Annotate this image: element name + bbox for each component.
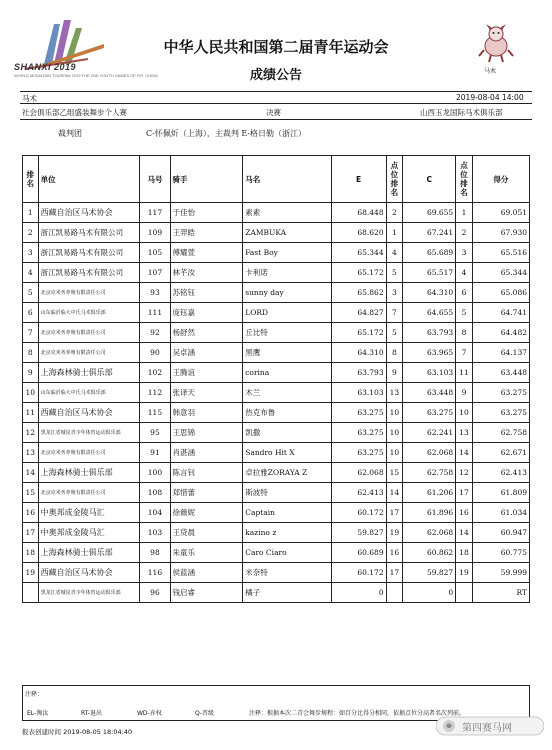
cell-rider: 张译天 — [170, 383, 243, 403]
cell-c-rank: 14 — [456, 443, 473, 463]
cell-c-rank: 6 — [456, 283, 473, 303]
code-el: EL-淘汰 — [27, 710, 49, 717]
cell-c-rank: 14 — [456, 523, 473, 543]
cell-score: 63.448 — [472, 363, 529, 383]
cell-e: 63.275 — [331, 403, 386, 423]
cell-e: 63.275 — [331, 443, 386, 463]
table-row — [23, 383, 530, 403]
cell-score: 69.051 — [472, 203, 529, 223]
cell-c-rank: 1 — [456, 203, 473, 223]
cell-rider: 侯蓝涵 — [170, 563, 243, 583]
cell-horse-no: 104 — [140, 503, 170, 523]
cell-e-rank: 4 — [386, 243, 403, 263]
cell-score: 59.999 — [472, 563, 529, 583]
cell-rider: 于佳怡 — [170, 203, 243, 223]
cell-c-rank: 5 — [456, 303, 473, 323]
cell-e: 60.689 — [331, 543, 386, 563]
table-row — [23, 403, 530, 423]
venue-name: 山西玉龙国际马术俱乐部 — [420, 108, 503, 117]
cell-horse: Fast Boy — [243, 243, 331, 263]
cell-score: 62.671 — [472, 443, 529, 463]
cell-rank: 6 — [23, 303, 39, 323]
cell-club: 北京克米务养殖有限责任公司 — [38, 283, 140, 303]
cell-horse-no: 107 — [140, 263, 170, 283]
cell-score: 60.947 — [472, 523, 529, 543]
cell-e: 64.310 — [331, 343, 386, 363]
cell-club: 黑龙江省城星青少年体育运动俱乐部 — [38, 423, 140, 443]
cell-club: 山东临沂临大中氏马术俱乐部 — [38, 303, 140, 323]
cell-e-rank: 8 — [386, 343, 403, 363]
cell-club: 北京克米务养殖有限责任公司 — [38, 323, 140, 343]
cell-club: 西藏自治区马术协会 — [38, 403, 140, 423]
cell-c: 67.241 — [403, 223, 456, 243]
cell-c: 59.827 — [403, 563, 456, 583]
cell-rank: 14 — [23, 463, 39, 483]
cell-horse-no: 115 — [140, 403, 170, 423]
cell-horse: 素素 — [243, 203, 331, 223]
cell-e-rank: 9 — [386, 363, 403, 383]
cell-horse-no: 93 — [140, 283, 170, 303]
cell-rank: 12 — [23, 423, 39, 443]
cell-horse-no: 111 — [140, 303, 170, 323]
cell-club: 山东临沂临大中氏马术俱乐部 — [38, 383, 140, 403]
cell-horse: 卓拉雅ZORAYA Z — [243, 463, 331, 483]
cell-horse: 卡利诺 — [243, 263, 331, 283]
cell-score: 60.775 — [472, 543, 529, 563]
code-q: Q-晋级 — [195, 710, 215, 717]
cell-c: 65.689 — [403, 243, 456, 263]
cell-rank: 11 — [23, 403, 39, 423]
cell-horse: sunny day — [243, 283, 331, 303]
cell-rank: 2 — [23, 223, 39, 243]
table-row — [23, 483, 530, 503]
cell-horse-no: 96 — [140, 583, 170, 603]
cell-rider: 郑惜蕾 — [170, 483, 243, 503]
cell-e-rank: 5 — [386, 323, 403, 343]
cell-c: 62.241 — [403, 423, 456, 443]
table-row — [23, 423, 530, 443]
results-body — [23, 203, 530, 603]
page-subtitle: 成绩公告 — [249, 68, 302, 83]
header-divider-2 — [20, 103, 532, 104]
cell-club: 上海森林骑士俱乐部 — [38, 543, 140, 563]
cell-rider: 林芊汝 — [170, 263, 243, 283]
cell-horse: 凯撒 — [243, 423, 331, 443]
sport-label: 马术 — [22, 94, 37, 103]
table-row — [23, 503, 530, 523]
table-row — [23, 443, 530, 463]
cell-rank: 9 — [23, 363, 39, 383]
cell-horse-no: 91 — [140, 443, 170, 463]
cell-horse-no: 92 — [140, 323, 170, 343]
cell-rider: 韩意羽 — [170, 403, 243, 423]
notes-label: 注释： — [25, 691, 44, 698]
cell-rider: 庞钰嘉 — [170, 303, 243, 323]
cell-rank: 1 — [23, 203, 39, 223]
cell-e-rank: 5 — [386, 263, 403, 283]
cell-c: 63.965 — [403, 343, 456, 363]
table-row — [23, 583, 530, 603]
logo-subtext: WORLD MOUNTAIN TOURISM 2019 THE 2ND YOUTH GAMES OF P.R. CHINA — [14, 73, 158, 78]
cell-horse-no: 108 — [140, 483, 170, 503]
cell-horse-no: 103 — [140, 523, 170, 543]
results-table — [22, 155, 530, 603]
cell-horse: LORD — [243, 303, 331, 323]
table-row — [23, 303, 530, 323]
table-row — [23, 463, 530, 483]
cell-rank: 5 — [23, 283, 39, 303]
cell-score: 64.482 — [472, 323, 529, 343]
cell-e-rank: 19 — [386, 523, 403, 543]
cell-rider: 陈言钊 — [170, 463, 243, 483]
cell-e: 60.172 — [331, 563, 386, 583]
cell-e: 68.448 — [331, 203, 386, 223]
cell-e: 63.793 — [331, 363, 386, 383]
cell-club: 上海森林骑士俱乐部 — [38, 463, 140, 483]
cell-score: 64.741 — [472, 303, 529, 323]
cell-e-rank: 2 — [386, 203, 403, 223]
cell-c: 63.448 — [403, 383, 456, 403]
cell-club: 黑龙江省城星青少年体育运动俱乐部 — [38, 583, 140, 603]
cell-e-rank: 15 — [386, 463, 403, 483]
cell-rider: 肖湛涵 — [170, 443, 243, 463]
col-club: 单位 — [38, 156, 140, 203]
table-row — [23, 283, 530, 303]
cell-c-rank: 18 — [456, 543, 473, 563]
table-row — [23, 343, 530, 363]
cell-c: 64.310 — [403, 283, 456, 303]
cell-club: 北京克米务养殖有限责任公司 — [38, 343, 140, 363]
cell-horse: Sandro Hit X — [243, 443, 331, 463]
mascot-caption: 马术 — [484, 68, 497, 75]
col-horse: 马名 — [243, 156, 331, 203]
cell-e-rank: 16 — [386, 543, 403, 563]
cell-club: 中奥邦成金陵马汇 — [38, 503, 140, 523]
cell-e-rank: 17 — [386, 503, 403, 523]
cell-score: 61.034 — [472, 503, 529, 523]
cell-score: 63.275 — [472, 403, 529, 423]
cell-rider: 杨舒然 — [170, 323, 243, 343]
cell-club: 北京克米务养殖有限责任公司 — [38, 483, 140, 503]
cell-rank: 10 — [23, 383, 39, 403]
table-row — [23, 523, 530, 543]
cell-rank: 18 — [23, 543, 39, 563]
cell-score: 65.086 — [472, 283, 529, 303]
cell-rank: 19 — [23, 563, 39, 583]
col-horse-no: 马号 — [140, 156, 170, 203]
cell-c-rank: 17 — [456, 483, 473, 503]
cell-c: 0 — [403, 583, 456, 603]
cell-club: 浙江凯易路马术有限公司 — [38, 243, 140, 263]
cell-rank: 16 — [23, 503, 39, 523]
cell-c: 63.103 — [403, 363, 456, 383]
cell-score: 61.809 — [472, 483, 529, 503]
table-header-row — [23, 156, 530, 203]
cell-e: 65.862 — [331, 283, 386, 303]
cell-e: 68.620 — [331, 223, 386, 243]
cell-horse: 木兰 — [243, 383, 331, 403]
cell-c: 65.517 — [403, 263, 456, 283]
cell-c-rank: 13 — [456, 423, 473, 443]
event-name: 社会俱乐部乙组盛装舞步个人赛 — [22, 108, 127, 117]
cell-score: 64.137 — [472, 343, 529, 363]
cell-score: 65.516 — [472, 243, 529, 263]
table-row — [23, 263, 530, 283]
watermark-text: 第四赛马网 — [462, 723, 512, 734]
cell-rider: 王腾谊 — [170, 363, 243, 383]
cell-e: 59.827 — [331, 523, 386, 543]
cell-rider: 王思锦 — [170, 423, 243, 443]
cell-e: 0 — [331, 583, 386, 603]
cell-rider: 徐薇妮 — [170, 503, 243, 523]
cell-club: 浙江凯易路马术有限公司 — [38, 223, 140, 243]
cell-e: 65.172 — [331, 263, 386, 283]
cell-horse-no: 109 — [140, 223, 170, 243]
cell-c-rank: 12 — [456, 463, 473, 483]
cell-e-rank — [386, 583, 403, 603]
cell-c-rank: 10 — [456, 403, 473, 423]
cell-e-rank: 10 — [386, 443, 403, 463]
cell-c: 63.275 — [403, 403, 456, 423]
mascot-icon — [476, 22, 516, 64]
cell-rank: 7 — [23, 323, 39, 343]
cell-e-rank: 14 — [386, 483, 403, 503]
cell-score: 62.413 — [472, 463, 529, 483]
cell-c-rank — [456, 583, 473, 603]
cell-e: 62.413 — [331, 483, 386, 503]
cell-c: 61.206 — [403, 483, 456, 503]
logo-wordmark: SHANXI 2019 — [14, 62, 77, 72]
cell-score: 62.758 — [472, 423, 529, 443]
cell-c-rank: 3 — [456, 243, 473, 263]
cell-rider: 吴卓涵 — [170, 343, 243, 363]
cell-e-rank: 13 — [386, 383, 403, 403]
cell-horse-no: 105 — [140, 243, 170, 263]
cell-horse: 热克布鲁 — [243, 403, 331, 423]
code-wd: WD-弃权 — [137, 710, 162, 717]
cell-club: 西藏自治区马术协会 — [38, 203, 140, 223]
cell-e-rank: 10 — [386, 403, 403, 423]
cell-c: 60.862 — [403, 543, 456, 563]
cell-score: 63.275 — [472, 383, 529, 403]
cell-rider: 王羿皓 — [170, 223, 243, 243]
table-row — [23, 323, 530, 343]
cell-c: 61.896 — [403, 503, 456, 523]
cell-c-rank: 4 — [456, 263, 473, 283]
cell-c-rank: 9 — [456, 383, 473, 403]
cell-c-rank: 11 — [456, 363, 473, 383]
table-row — [23, 563, 530, 583]
cell-horse: 橘子 — [243, 583, 331, 603]
cell-club: 中奥邦成金陵马汇 — [38, 523, 140, 543]
cell-horse-no: 95 — [140, 423, 170, 443]
cell-rank: 3 — [23, 243, 39, 263]
col-c: C — [403, 156, 456, 203]
cell-club: 西藏自治区马术协会 — [38, 563, 140, 583]
col-e: E — [331, 156, 386, 203]
header-divider — [20, 91, 532, 92]
table-row — [23, 223, 530, 243]
cell-horse-no: 117 — [140, 203, 170, 223]
cell-c: 62.758 — [403, 463, 456, 483]
cell-rider: 朱童乐 — [170, 543, 243, 563]
cell-club: 北京克米务养殖有限责任公司 — [38, 443, 140, 463]
cell-e: 60.172 — [331, 503, 386, 523]
cell-c: 69.655 — [403, 203, 456, 223]
cell-e-rank: 3 — [386, 283, 403, 303]
cell-score: 67.930 — [472, 223, 529, 243]
cell-rank — [23, 583, 39, 603]
col-e-rank: 点 位 排 名 — [386, 156, 403, 203]
cell-horse-no: 98 — [140, 543, 170, 563]
cell-horse-no: 112 — [140, 383, 170, 403]
cell-rank: 17 — [23, 523, 39, 543]
notes-remark: 注释：根据本次二青会舞步规程：如百分比得分相同，依据点位分高者名次列前。 — [249, 710, 466, 717]
cell-e: 65.172 — [331, 323, 386, 343]
cell-rider: 钱启睿 — [170, 583, 243, 603]
cell-score: RT — [472, 583, 529, 603]
cell-horse: 丘比特 — [243, 323, 331, 343]
cell-c-rank: 16 — [456, 503, 473, 523]
page-title: 中华人民共和国第二届青年运动会 — [163, 38, 389, 56]
timestamp: 2019-08-04 14:00 — [456, 93, 524, 102]
cell-horse: 斯波特 — [243, 483, 331, 503]
cell-horse: Captain — [243, 503, 331, 523]
cell-score: 65.344 — [472, 263, 529, 283]
cell-rank: 4 — [23, 263, 39, 283]
cell-horse-no: 116 — [140, 563, 170, 583]
cell-horse-no: 102 — [140, 363, 170, 383]
cell-e: 64.827 — [331, 303, 386, 323]
cell-c-rank: 19 — [456, 563, 473, 583]
judges-list: C-怀佩炘（上海），主裁判 E-格日勒（浙江） — [146, 129, 307, 138]
cell-c: 63.793 — [403, 323, 456, 343]
cell-rank: 13 — [23, 443, 39, 463]
cell-c-rank: 8 — [456, 323, 473, 343]
code-rt: RT-退出 — [81, 710, 103, 717]
cell-c: 62.068 — [403, 443, 456, 463]
cell-c-rank: 2 — [456, 223, 473, 243]
cell-e: 62.068 — [331, 463, 386, 483]
cell-rider: 苏铭钰 — [170, 283, 243, 303]
cell-e-rank: 1 — [386, 223, 403, 243]
table-row — [23, 543, 530, 563]
table-row — [23, 243, 530, 263]
judges-label: 裁判团 — [58, 129, 82, 138]
table-row — [23, 363, 530, 383]
cell-rank: 8 — [23, 343, 39, 363]
header-divider-3 — [20, 119, 532, 120]
cell-horse: corina — [243, 363, 331, 383]
cell-e: 63.275 — [331, 423, 386, 443]
cell-e-rank: 10 — [386, 423, 403, 443]
cell-rank: 15 — [23, 483, 39, 503]
print-timestamp: 报表创建时间 2019-08-05 18:04:40 — [22, 728, 133, 736]
col-rider: 骑手 — [170, 156, 243, 203]
cell-horse: 米奈特 — [243, 563, 331, 583]
cell-horse: Caro Ciaro — [243, 543, 331, 563]
round-name: 决赛 — [266, 108, 281, 117]
cell-horse: 黑鹰 — [243, 343, 331, 363]
cell-c: 62.068 — [403, 523, 456, 543]
cell-rider: 傅耀萱 — [170, 243, 243, 263]
cell-horse: kazino z — [243, 523, 331, 543]
cell-horse-no: 90 — [140, 343, 170, 363]
cell-e-rank: 17 — [386, 563, 403, 583]
cell-horse-no: 100 — [140, 463, 170, 483]
table-row — [23, 203, 530, 223]
cell-e-rank: 7 — [386, 303, 403, 323]
col-c-rank: 点 位 排 名 — [456, 156, 473, 203]
cell-e: 63.103 — [331, 383, 386, 403]
cell-c: 64.655 — [403, 303, 456, 323]
cell-c-rank: 7 — [456, 343, 473, 363]
cell-horse: ZAMBUKA — [243, 223, 331, 243]
cell-rider: 王贷晨 — [170, 523, 243, 543]
col-score: 得分 — [472, 156, 529, 203]
cell-club: 上海森林骑士俱乐部 — [38, 363, 140, 383]
cell-club: 浙江凯易路马术有限公司 — [38, 263, 140, 283]
cell-e: 65.344 — [331, 243, 386, 263]
col-rank: 排 名 — [23, 156, 39, 203]
